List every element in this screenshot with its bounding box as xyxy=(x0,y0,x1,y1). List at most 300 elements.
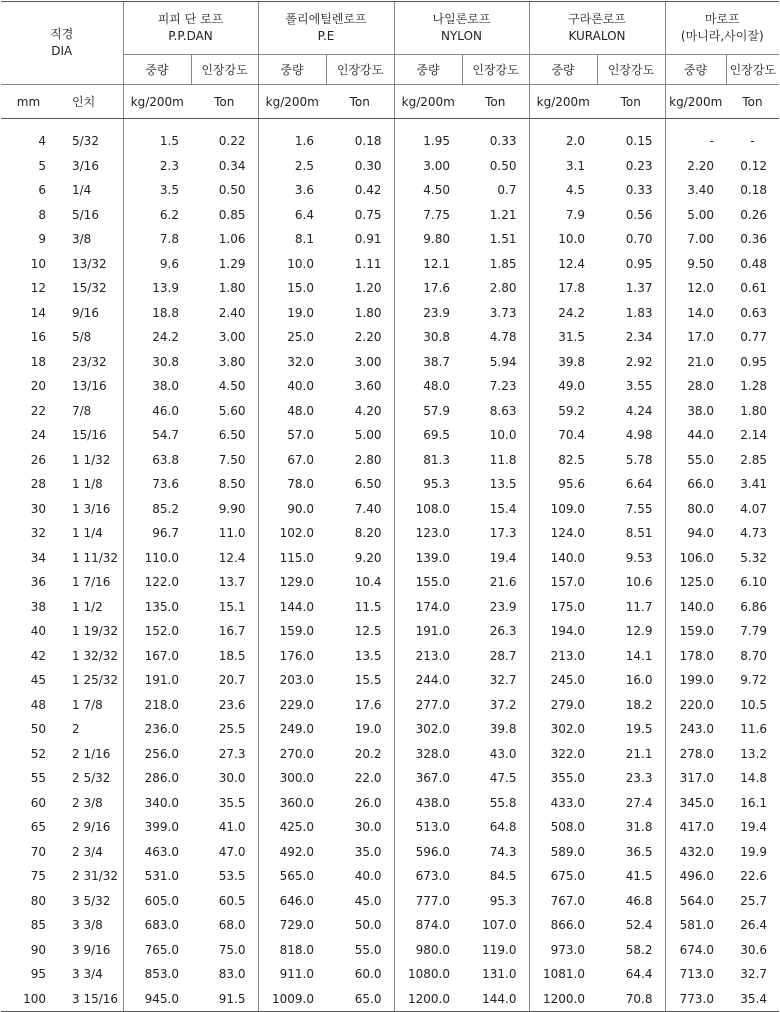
cell-manila-weight: 14.0 xyxy=(665,301,726,326)
cell-mm: 50 xyxy=(30,722,46,737)
cell-inch: 1 3/16 xyxy=(72,501,111,516)
weight-header: 중량 xyxy=(529,55,597,85)
cell-kuralon-strength: 5.78 xyxy=(625,452,653,467)
cell-kuralon-weight: 175.0 xyxy=(529,595,597,620)
table-row xyxy=(1,619,779,644)
cell-kuralon-strength: 52.4 xyxy=(625,918,653,933)
cell-nylon-strength: 17.3 xyxy=(489,526,517,541)
cell-nylon-strength: 8.63 xyxy=(489,403,517,418)
cell-inch: 3/16 xyxy=(72,158,99,173)
cell-manila-weight: 44.0 xyxy=(665,423,726,448)
table-row xyxy=(1,668,779,693)
cell-manila-weight: 674.0 xyxy=(665,938,726,963)
cell-nylon-weight: 980.0 xyxy=(394,938,462,963)
cell-inch: 5/32 xyxy=(72,134,99,149)
cell-pp-weight: 340.0 xyxy=(123,791,191,816)
cell-manila-strength: 4.73 xyxy=(740,526,768,541)
cell-manila-strength: 8.70 xyxy=(740,648,768,663)
cell-pp-strength: 0.50 xyxy=(218,183,246,198)
cell-pe-weight: 159.0 xyxy=(258,619,326,644)
cell-inch: 5/8 xyxy=(72,330,92,345)
table-row xyxy=(1,521,779,546)
cell-inch: 2 5/32 xyxy=(72,771,111,786)
cell-pp-strength: 1.06 xyxy=(218,232,246,247)
cell-mm: 36 xyxy=(30,575,46,590)
cell-pp-weight: 286.0 xyxy=(123,766,191,791)
unit-weight: kg/200m xyxy=(665,85,726,119)
cell-inch: 1 19/32 xyxy=(72,624,119,639)
table-row xyxy=(1,717,779,742)
strength-header: 인장강도 xyxy=(191,55,258,85)
cell-kuralon-strength: 0.56 xyxy=(625,207,653,222)
cell-kuralon-weight: 124.0 xyxy=(529,521,597,546)
cell-pe-weight: 8.1 xyxy=(258,227,326,252)
cell-kuralon-weight: 245.0 xyxy=(529,668,597,693)
cell-pe-strength: 60.0 xyxy=(354,967,382,982)
cell-nylon-strength: 2.80 xyxy=(489,281,517,296)
cell-mm: 12 xyxy=(30,281,46,296)
cell-kuralon-weight: 767.0 xyxy=(529,889,597,914)
cell-kuralon-weight: 109.0 xyxy=(529,497,597,522)
cell-pe-strength: 35.0 xyxy=(354,844,382,859)
cell-pe-strength: 19.0 xyxy=(354,722,382,737)
cell-mm: 60 xyxy=(30,795,46,810)
cell-manila-strength: 26.4 xyxy=(740,918,768,933)
cell-pp-weight: 13.9 xyxy=(123,276,191,301)
cell-kuralon-strength: 1.37 xyxy=(625,281,653,296)
cell-inch: 2 xyxy=(72,722,80,737)
cell-pp-weight: 1.5 xyxy=(123,129,191,154)
table-row xyxy=(1,497,779,522)
cell-manila-weight: 3.40 xyxy=(665,178,726,203)
unit-ton: Ton xyxy=(597,85,665,119)
cell-pe-strength: 15.5 xyxy=(354,673,382,688)
cell-nylon-strength: 0.50 xyxy=(489,158,517,173)
cell-nylon-weight: 17.6 xyxy=(394,276,462,301)
diameter-header xyxy=(1,2,123,85)
table-body xyxy=(1,129,779,1012)
cell-pe-weight: 249.0 xyxy=(258,717,326,742)
table-row xyxy=(1,742,779,767)
cell-pp-weight: 945.0 xyxy=(123,987,191,1012)
cell-mm: 32 xyxy=(30,526,46,541)
cell-pe-strength: 13.5 xyxy=(354,648,382,663)
cell-pp-strength: 83.0 xyxy=(218,967,246,982)
cell-manila-strength: 1.28 xyxy=(740,379,768,394)
cell-inch: 23/32 xyxy=(72,354,107,369)
cell-pp-strength: 0.85 xyxy=(218,207,246,222)
cell-manila-weight: 581.0 xyxy=(665,913,726,938)
cell-nylon-strength: 21.6 xyxy=(489,575,517,590)
cell-inch: 1 1/2 xyxy=(72,599,103,614)
cell-pe-strength: 2.20 xyxy=(354,330,382,345)
cell-kuralon-strength: 4.98 xyxy=(625,428,653,443)
cell-manila-strength: 0.18 xyxy=(740,183,768,198)
cell-nylon-weight: 95.3 xyxy=(394,472,462,497)
cell-pp-strength: 2.40 xyxy=(218,305,246,320)
cell-inch: 1 1/4 xyxy=(72,526,103,541)
cell-pp-weight: 24.2 xyxy=(123,325,191,350)
cell-kuralon-weight: 82.5 xyxy=(529,448,597,473)
unit-inch: 인치 xyxy=(56,85,123,119)
cell-nylon-strength: 11.8 xyxy=(489,452,517,467)
cell-kuralon-strength: 64.4 xyxy=(625,967,653,982)
cell-nylon-weight: 48.0 xyxy=(394,374,462,399)
cell-mm: 45 xyxy=(30,673,46,688)
cell-pe-strength: 3.60 xyxy=(354,379,382,394)
cell-pp-weight: 256.0 xyxy=(123,742,191,767)
cell-pp-weight: 605.0 xyxy=(123,889,191,914)
cell-nylon-weight: 9.80 xyxy=(394,227,462,252)
cell-pe-strength: 50.0 xyxy=(354,918,382,933)
cell-kuralon-strength: 0.23 xyxy=(625,158,653,173)
cell-nylon-weight: 23.9 xyxy=(394,301,462,326)
cell-kuralon-weight: 322.0 xyxy=(529,742,597,767)
cell-pp-weight: 7.8 xyxy=(123,227,191,252)
cell-manila-strength: 30.6 xyxy=(740,942,768,957)
cell-pe-strength: 4.20 xyxy=(354,403,382,418)
cell-kuralon-weight: 10.0 xyxy=(529,227,597,252)
cell-manila-weight: 80.0 xyxy=(665,497,726,522)
cell-manila-weight: - xyxy=(665,129,726,154)
cell-pp-weight: 531.0 xyxy=(123,864,191,889)
cell-nylon-strength: 26.3 xyxy=(489,624,517,639)
cell-kuralon-strength: 31.8 xyxy=(625,820,653,835)
table-row xyxy=(1,399,779,424)
cell-manila-strength: 3.41 xyxy=(740,477,768,492)
cell-kuralon-strength: 16.0 xyxy=(625,673,653,688)
weight-header: 중량 xyxy=(258,55,326,85)
cell-kuralon-strength: 41.5 xyxy=(625,869,653,884)
cell-pe-weight: 78.0 xyxy=(258,472,326,497)
cell-pe-weight: 646.0 xyxy=(258,889,326,914)
cell-pp-weight: 167.0 xyxy=(123,644,191,669)
table-row xyxy=(1,595,779,620)
cell-pp-strength: 68.0 xyxy=(218,918,246,933)
cell-manila-strength: 35.4 xyxy=(726,987,779,1012)
cell-kuralon-weight: 4.5 xyxy=(529,178,597,203)
cell-manila-weight: 199.0 xyxy=(665,668,726,693)
cell-pp-weight: 765.0 xyxy=(123,938,191,963)
cell-nylon-strength: 107.0 xyxy=(482,918,517,933)
cell-pp-strength: 4.50 xyxy=(218,379,246,394)
cell-pe-weight: 6.4 xyxy=(258,203,326,228)
cell-kuralon-strength: 18.2 xyxy=(625,697,653,712)
table-row xyxy=(1,129,779,154)
cell-kuralon-weight: 24.2 xyxy=(529,301,597,326)
cell-pp-weight: 399.0 xyxy=(123,815,191,840)
cell-pe-strength: 9.20 xyxy=(354,550,382,565)
cell-kuralon-strength: 0.95 xyxy=(625,256,653,271)
cell-pe-strength: 0.30 xyxy=(354,158,382,173)
cell-pp-weight: 54.7 xyxy=(123,423,191,448)
cell-pp-strength: 6.50 xyxy=(218,428,246,443)
cell-pp-weight: 236.0 xyxy=(123,717,191,742)
unit-ton: Ton xyxy=(191,85,258,119)
table-row xyxy=(1,374,779,399)
cell-nylon-strength: 3.73 xyxy=(489,305,517,320)
cell-inch: 13/32 xyxy=(72,256,107,271)
cell-kuralon-weight: 675.0 xyxy=(529,864,597,889)
cell-pp-strength: 11.0 xyxy=(218,526,246,541)
cell-manila-weight: 9.50 xyxy=(665,252,726,277)
cell-mm: 9 xyxy=(38,232,46,247)
weight-header: 중량 xyxy=(665,55,726,85)
unit-weight: kg/200m xyxy=(123,85,191,119)
table-row xyxy=(1,840,779,865)
cell-kuralon-weight: 355.0 xyxy=(529,766,597,791)
cell-pe-weight: 67.0 xyxy=(258,448,326,473)
cell-mm: 16 xyxy=(30,330,46,345)
cell-pp-weight: 683.0 xyxy=(123,913,191,938)
group-header-kuralon xyxy=(529,2,665,55)
cell-nylon-strength: 1.51 xyxy=(489,232,517,247)
cell-manila-strength: 0.95 xyxy=(740,354,768,369)
cell-nylon-strength: 84.5 xyxy=(489,869,517,884)
cell-kuralon-strength: 21.1 xyxy=(625,746,653,761)
cell-pp-strength: 27.3 xyxy=(218,746,246,761)
cell-nylon-strength: 0.7 xyxy=(497,183,517,198)
cell-pe-weight: 203.0 xyxy=(258,668,326,693)
cell-kuralon-weight: 140.0 xyxy=(529,546,597,571)
cell-inch: 3 3/4 xyxy=(72,967,103,982)
cell-nylon-weight: 30.8 xyxy=(394,325,462,350)
cell-manila-strength: 19.4 xyxy=(740,820,768,835)
cell-pe-weight: 57.0 xyxy=(258,423,326,448)
cell-manila-weight: 94.0 xyxy=(665,521,726,546)
cell-pe-weight: 565.0 xyxy=(258,864,326,889)
cell-kuralon-strength: 12.9 xyxy=(625,624,653,639)
cell-pe-strength: 8.20 xyxy=(354,526,382,541)
cell-mm: 4 xyxy=(38,134,46,149)
cell-nylon-strength: 55.8 xyxy=(489,795,517,810)
cell-nylon-strength: 32.7 xyxy=(489,673,517,688)
cell-nylon-weight: 244.0 xyxy=(394,668,462,693)
cell-pp-strength: 91.5 xyxy=(191,987,258,1012)
table-row xyxy=(1,203,779,228)
cell-pe-strength: 55.0 xyxy=(354,942,382,957)
cell-nylon-strength: 0.33 xyxy=(489,134,517,149)
cell-mm: 26 xyxy=(30,452,46,467)
cell-mm: 42 xyxy=(30,648,46,663)
table-row xyxy=(1,350,779,375)
cell-manila-strength: 13.2 xyxy=(740,746,768,761)
cell-pp-weight: 191.0 xyxy=(123,668,191,693)
cell-pp-weight: 38.0 xyxy=(123,374,191,399)
group-label-ko: 폴리에틸렌로프 xyxy=(285,12,367,26)
cell-manila-weight: 278.0 xyxy=(665,742,726,767)
cell-manila-strength: 9.72 xyxy=(740,673,768,688)
cell-nylon-weight: 123.0 xyxy=(394,521,462,546)
cell-kuralon-strength: 10.6 xyxy=(625,575,653,590)
cell-mm: 80 xyxy=(30,893,46,908)
cell-manila-strength: 16.1 xyxy=(740,795,768,810)
cell-pe-weight: 40.0 xyxy=(258,374,326,399)
cell-manila-weight: 564.0 xyxy=(665,889,726,914)
cell-pe-strength: 0.75 xyxy=(354,207,382,222)
cell-mm: 18 xyxy=(30,354,46,369)
cell-nylon-weight: 213.0 xyxy=(394,644,462,669)
group-label-ko: 나일론로프 xyxy=(432,12,491,26)
cell-pe-strength: 2.80 xyxy=(354,452,382,467)
cell-inch: 2 3/4 xyxy=(72,844,103,859)
cell-manila-strength: 19.9 xyxy=(740,844,768,859)
cell-mm: 28 xyxy=(30,477,46,492)
cell-inch: 3 3/8 xyxy=(72,918,103,933)
cell-kuralon-strength: 0.15 xyxy=(625,134,653,149)
cell-mm: 30 xyxy=(30,501,46,516)
cell-inch: 3/8 xyxy=(72,232,92,247)
table-row xyxy=(1,448,779,473)
cell-pe-strength: 45.0 xyxy=(354,893,382,908)
cell-nylon-strength: 131.0 xyxy=(482,967,517,982)
cell-kuralon-weight: 589.0 xyxy=(529,840,597,865)
table-row xyxy=(1,766,779,791)
cell-pe-weight: 1009.0 xyxy=(258,987,326,1012)
table-row xyxy=(1,252,779,277)
cell-nylon-weight: 777.0 xyxy=(394,889,462,914)
strength-header: 인장강도 xyxy=(726,55,779,85)
cell-inch: 1/4 xyxy=(72,183,92,198)
cell-nylon-strength: 1.21 xyxy=(489,207,517,222)
cell-pp-strength: 75.0 xyxy=(218,942,246,957)
cell-pe-strength: 0.91 xyxy=(354,232,382,247)
cell-inch: 1 1/8 xyxy=(72,477,103,492)
cell-inch: 3 9/16 xyxy=(72,942,111,957)
table-row xyxy=(1,472,779,497)
cell-kuralon-weight: 1200.0 xyxy=(529,987,597,1012)
cell-kuralon-weight: 70.4 xyxy=(529,423,597,448)
cell-kuralon-strength: 14.1 xyxy=(625,648,653,663)
cell-manila-strength: 6.86 xyxy=(740,599,768,614)
cell-manila-strength: 0.63 xyxy=(740,305,768,320)
cell-pp-weight: 46.0 xyxy=(123,399,191,424)
cell-mm: 22 xyxy=(30,403,46,418)
cell-pe-strength: 3.00 xyxy=(354,354,382,369)
table-row xyxy=(1,938,779,963)
unit-weight: kg/200m xyxy=(394,85,462,119)
cell-mm: 70 xyxy=(30,844,46,859)
cell-pp-strength: 1.29 xyxy=(218,256,246,271)
cell-mm: 48 xyxy=(30,697,46,712)
cell-pe-weight: 360.0 xyxy=(258,791,326,816)
cell-inch: 1 7/16 xyxy=(72,575,111,590)
cell-manila-strength: 10.5 xyxy=(740,697,768,712)
diameter-label-en: DIA xyxy=(51,44,73,58)
cell-pp-strength: 23.6 xyxy=(218,697,246,712)
cell-inch: 3 5/32 xyxy=(72,893,111,908)
strength-header: 인장강도 xyxy=(462,55,529,85)
unit-weight: kg/200m xyxy=(258,85,326,119)
cell-manila-weight: 496.0 xyxy=(665,864,726,889)
cell-mm: 65 xyxy=(30,820,46,835)
cell-mm: 75 xyxy=(30,869,46,884)
cell-nylon-strength: 5.94 xyxy=(489,354,517,369)
cell-kuralon-weight: 39.8 xyxy=(529,350,597,375)
cell-kuralon-weight: 866.0 xyxy=(529,913,597,938)
cell-pe-strength: 30.0 xyxy=(354,820,382,835)
cell-pe-weight: 270.0 xyxy=(258,742,326,767)
cell-kuralon-strength: 2.34 xyxy=(625,330,653,345)
cell-nylon-strength: 64.8 xyxy=(489,820,517,835)
cell-manila-weight: 17.0 xyxy=(665,325,726,350)
cell-pe-weight: 1.6 xyxy=(258,129,326,154)
cell-nylon-strength: 43.0 xyxy=(489,746,517,761)
table-header xyxy=(1,2,779,119)
cell-nylon-strength: 19.4 xyxy=(489,550,517,565)
cell-kuralon-strength: 36.5 xyxy=(625,844,653,859)
cell-inch: 15/32 xyxy=(72,281,107,296)
table-row xyxy=(1,227,779,252)
cell-pp-weight: 96.7 xyxy=(123,521,191,546)
cell-nylon-weight: 81.3 xyxy=(394,448,462,473)
cell-manila-strength: 0.36 xyxy=(740,232,768,247)
cell-pp-weight: 73.6 xyxy=(123,472,191,497)
cell-inch: 1 25/32 xyxy=(72,673,119,688)
cell-manila-strength: 14.8 xyxy=(740,771,768,786)
cell-pe-strength: 11.5 xyxy=(354,599,382,614)
cell-nylon-weight: 1080.0 xyxy=(394,962,462,987)
cell-pp-strength: 60.5 xyxy=(218,893,246,908)
cell-nylon-weight: 328.0 xyxy=(394,742,462,767)
cell-pp-weight: 9.6 xyxy=(123,252,191,277)
cell-nylon-weight: 3.00 xyxy=(394,154,462,179)
cell-pe-strength: 1.11 xyxy=(354,256,382,271)
cell-nylon-strength: 23.9 xyxy=(489,599,517,614)
cell-manila-weight: 345.0 xyxy=(665,791,726,816)
cell-manila-strength: 11.6 xyxy=(740,722,768,737)
cell-inch: 9/16 xyxy=(72,305,99,320)
cell-kuralon-weight: 95.6 xyxy=(529,472,597,497)
cell-pp-strength: 41.0 xyxy=(218,820,246,835)
cell-manila-strength: 5.32 xyxy=(740,550,768,565)
cell-pe-strength: 65.0 xyxy=(326,987,394,1012)
cell-kuralon-weight: 31.5 xyxy=(529,325,597,350)
group-header-pe xyxy=(258,2,394,55)
cell-manila-weight: 21.0 xyxy=(665,350,726,375)
unit-ton: Ton xyxy=(462,85,529,119)
cell-pe-weight: 911.0 xyxy=(258,962,326,987)
cell-nylon-strength: 10.0 xyxy=(489,428,517,443)
cell-nylon-weight: 1.95 xyxy=(394,129,462,154)
cell-inch: 1 11/32 xyxy=(72,550,119,565)
weight-header: 중량 xyxy=(123,55,191,85)
cell-manila-weight: 5.00 xyxy=(665,203,726,228)
cell-pp-strength: 30.0 xyxy=(218,771,246,786)
group-label-en: KURALON xyxy=(568,29,626,43)
cell-nylon-weight: 108.0 xyxy=(394,497,462,522)
cell-pp-weight: 6.2 xyxy=(123,203,191,228)
cell-manila-strength: 0.61 xyxy=(740,281,768,296)
cell-pe-weight: 425.0 xyxy=(258,815,326,840)
cell-manila-weight: 243.0 xyxy=(665,717,726,742)
cell-kuralon-weight: 973.0 xyxy=(529,938,597,963)
cell-pp-strength: 1.80 xyxy=(218,281,246,296)
cell-nylon-weight: 7.75 xyxy=(394,203,462,228)
cell-nylon-strength: 13.5 xyxy=(489,477,517,492)
group-label-en: (마니라,사이잘) xyxy=(680,29,764,43)
cell-pp-weight: 3.5 xyxy=(123,178,191,203)
cell-pp-weight: 2.3 xyxy=(123,154,191,179)
cell-nylon-strength: 74.3 xyxy=(489,844,517,859)
cell-pp-strength: 0.34 xyxy=(218,158,246,173)
cell-nylon-strength: 119.0 xyxy=(482,942,517,957)
cell-kuralon-strength: 6.64 xyxy=(625,477,653,492)
cell-kuralon-strength: 9.53 xyxy=(625,550,653,565)
cell-mm: 8 xyxy=(38,207,46,222)
cell-pe-strength: 0.18 xyxy=(354,134,382,149)
cell-manila-strength: - xyxy=(750,134,755,149)
